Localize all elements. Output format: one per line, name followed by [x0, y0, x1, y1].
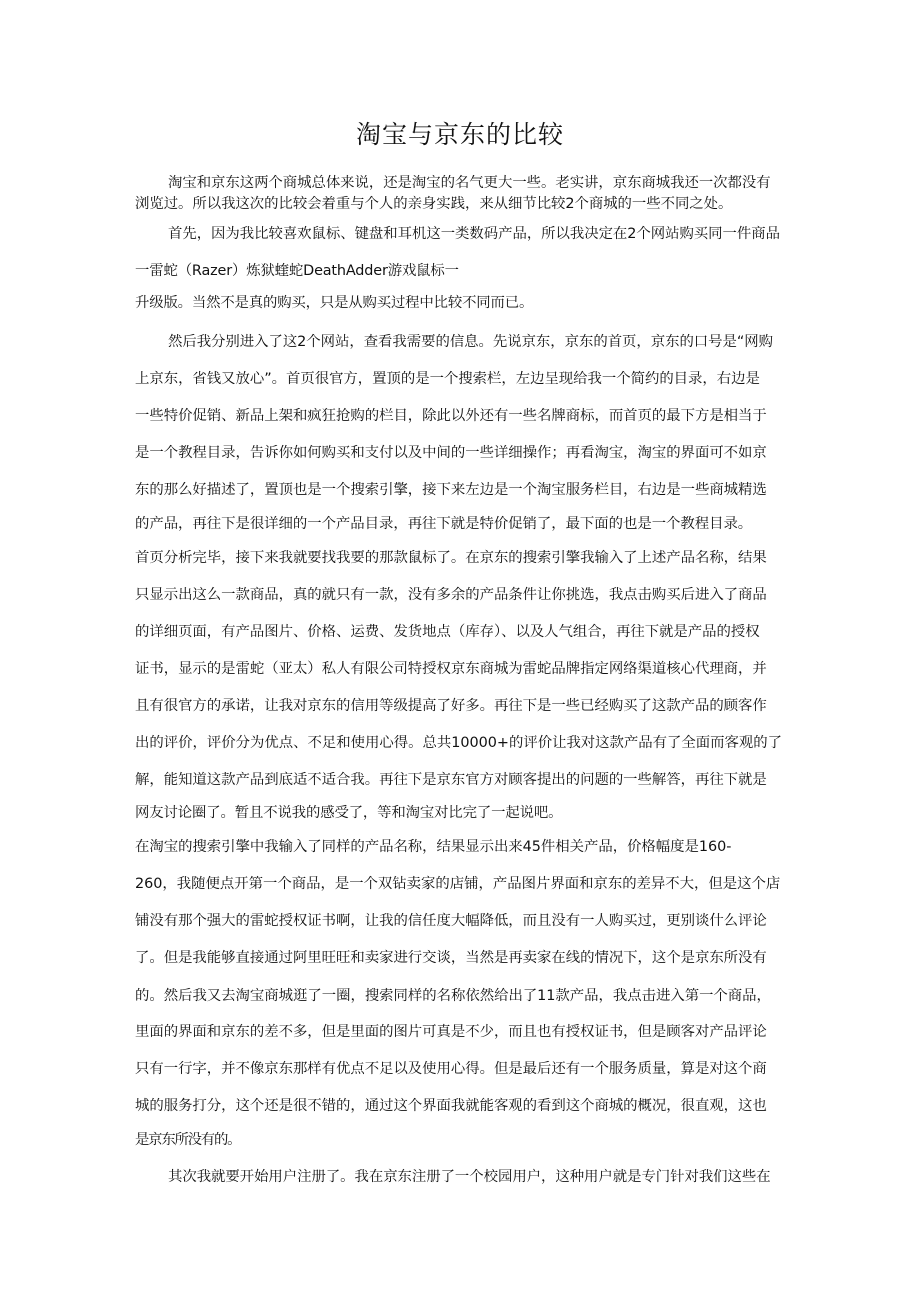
paragraph-line: 里面的界面和京东的差不多，但是里面的图片可真是不少，而且也有授权证书，但是顾客对产品评论	[135, 1024, 767, 1040]
paragraph-line: 东的那么好描述了，置顶也是一个搜索引擎，接下来左边是一个淘宝服务栏目，右边是一些商城精选	[135, 482, 767, 498]
paragraph-line: 一雷蛇（Razer）炼狱蝰蛇DeathAdder游戏鼠标一	[135, 263, 459, 279]
paragraph-line: 只有一行字，并不像京东那样有优点不足以及使用心得。但是最后还有一个服务质量，算是对这个商	[135, 1061, 767, 1077]
document-title: 淘宝与京东的比较	[355, 120, 564, 149]
paragraph-line: 其次我就要开始用户注册了。我在京东注册了一个校园用户，这种用户就是专门针对我们这些在	[168, 1169, 771, 1185]
paragraph-line: 的。然后我又去淘宝商城逛了一圈，搜索同样的名称依然给出了11款产品，我点击进入第一个商品，	[135, 988, 771, 1004]
paragraph-line: 浏览过。所以我这次的比较会着重与个人的亲身实践，来从细节比较2个商城的一些不同之处。	[135, 196, 733, 212]
paragraph-line: 260，我随便点开第一个商品，是一个双钻卖家的店铺，产品图片界面和京东的差异不大，但是这个店	[135, 876, 781, 892]
paragraph-line: 升级版。当然不是真的购买，只是从购买过程中比较不同而已。	[135, 295, 534, 311]
paragraph-line: 在淘宝的搜索引擎中我输入了同样的产品名称，结果显示出来45件相关产品，价格幅度是160-	[135, 839, 732, 855]
paragraph-line: 只显示出这么一款商品，真的就只有一款，没有多余的产品条件让你挑选，我点击购买后进入了商品	[135, 587, 767, 603]
paragraph-line: 首页分析完毕，接下来我就要找我要的那款鼠标了。在京东的搜索引擎我输入了上述产品名称，结果	[135, 550, 767, 566]
paragraph-line: 然后我分别进入了这2个网站，查看我需要的信息。先说京东，京东的首页，京东的口号是“网购	[168, 334, 773, 350]
paragraph-line: 的产品，再往下是很详细的一个产品目录，再往下就是特价促销了，最下面的也是一个教程目录。	[135, 516, 753, 532]
paragraph-line: 了。但是我能够直接通过阿里旺旺和卖家进行交谈，当然是再卖家在线的情况下，这个是京东所没有	[135, 950, 767, 966]
paragraph-line: 且有很官方的承诺，让我对京东的信用等级提高了好多。再往下是一些已经购买了这款产品的顾客作	[135, 698, 767, 714]
paragraph-line: 解，能知道这款产品到底适不适合我。再往下是京东官方对顾客提出的问题的一些解答，再往下就是	[135, 772, 767, 788]
paragraph-line: 首先，因为我比较喜欢鼠标、键盘和耳机这一类数码产品，所以我决定在2个网站购买同一件商品	[168, 226, 780, 242]
paragraph-line: 的详细页面，有产品图片、价格、运费、发货地点（库存）、以及人气组合，再往下就是产品的授权	[135, 624, 760, 640]
paragraph-line: 出的评价，评价分为优点、不足和使用心得。总共10000+的评价让我对这款产品有了全面而客观的了	[135, 735, 783, 751]
paragraph-line: 是一个教程目录，告诉你如何购买和支付以及中间的一些详细操作；再看淘宝，淘宝的界面可不如京	[135, 445, 767, 461]
paragraph-line: 城的服务打分，这个还是很不错的，通过这个界面我就能客观的看到这个商城的概况，很直观，这也	[135, 1098, 767, 1114]
paragraph-line: 一些特价促销、新品上架和疯狂抢购的栏目，除此以外还有一些名牌商标，而首页的最下方是相当于	[135, 408, 767, 424]
paragraph-line: 是京东所没有的。	[135, 1132, 241, 1148]
paragraph-line: 上京东，省钱又放心”。首页很官方，置顶的是一个搜索栏，左边呈现给我一个简约的目录，右边是	[135, 371, 760, 387]
paragraph-line: 证书，显示的是雷蛇（亚太）私人有限公司特授权京东商城为雷蛇品牌指定网络渠道核心代理商，并	[135, 661, 767, 677]
paragraph-line: 网友讨论圈了。暂且不说我的感受了，等和淘宝对比完了一起说吧。	[135, 805, 563, 821]
paragraph-line: 淘宝和京东这两个商城总体来说，还是淘宝的名气更大一些。老实讲，京东商城我还一次都没有	[168, 175, 771, 191]
paragraph-line: 铺没有那个强大的雷蛇授权证书啊，让我的信任度大幅降低，而且没有一人购买过，更别谈什么评论	[135, 913, 767, 929]
